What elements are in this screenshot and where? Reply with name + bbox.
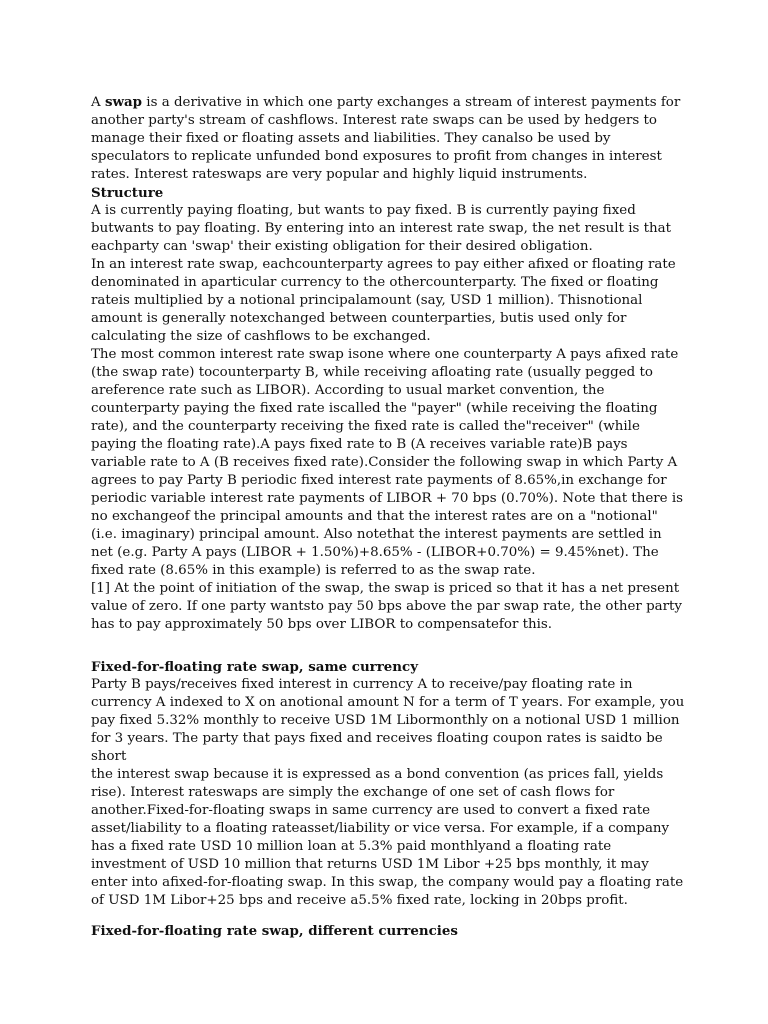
structure-paragraph-4: [1] At the point of initiation of the swap, the swap is priced so that it has a net present value of zero. If one party wantsto pay 50 bps above the par swap rate, the other party has to pay approximately 50 bps over LIBOR to compensatefor this. [91, 581, 682, 632]
section-spacer [91, 910, 685, 922]
structure-paragraph-2: In an interest rate swap, eachcounterparty agrees to pay either afixed or floating rate denominated in aparticular currency to the othercounterparty. The fixed or floating rateis multiplied by a notional principalamount (say, USD 1 million). Thisnotional amount is generally notexchanged between counterparties, butis used only for calculating the size of cashflows to be exchanged. [91, 257, 676, 344]
same-currency-paragraph-3: the interest swap because it is expressed as a bond convention (as prices fall, yields rise). Interest rateswaps are simply the exchange of one set of cash flows for another.Fixed-for-floating swaps in same currency are used to convert a fixed rate asset/liability to a floating rateasset/liability or vice versa. For example, if a company has a fixed rate USD 10 million loan at 5.3% paid monthlyand a floating rate investment of USD 10 million that returns USD 1M Libor +25 bps monthly, it may enter into afixed-for-floating swap. In this swap, the company would pay a floating rate of USD 1M Libor+25 bps and receive a5.5% fixed rate, locking in 20bps profit. [91, 767, 684, 908]
structure-paragraph-1: A is currently paying floating, but wants to pay fixed. B is currently paying fixed butwants to pay floating. By entering into an interest rate swap, the net result is that eachparty can 'swap' their existing obligation for their desired obligation. [91, 203, 671, 254]
same-currency-paragraph-1: Party B pays/receives fixed interest in currency A to receive/pay floating rate in currency A indexed to X on anotional amount N for a term of T years. For example, you pay fixed 5.32% monthly to receive USD 1M Libormonthly on a notional USD 1 million for 3 years. The party that pays fixed and receives floating coupon rates is saidto be [91, 677, 685, 746]
intro-lead: A [91, 95, 105, 110]
document-page [91, 93, 685, 940]
structure-paragraph-3: The most common interest rate swap isone where one counterparty A pays afixed rate (the swap rate) tocounterparty B, while receiving afloating rate (usually pegged to areference rate such as LIBOR). According to usual market convention, the counterparty paying the fixed rate iscalled the "payer" (while receiving the floating rate), and the counterparty receiving the fixed rate is called the"receiver" (while paying the floating rate).A pays fixed rate to B (A receives variable rate)B pays variable rate to A (B receives fixed rate).Consider the following swap in which Party A agrees to pay Party B periodic fixed interest rate payments of 8.65%,in exchange for periodic variable interest rate payments of LIBOR + 70 bps (0.70%). Note that there is no exchangeof the principal amounts and that the interest rates are on a "notional" (i.e. imaginary) principal amount. Also notethat the interest payments are settled in net (e.g. Party A pays (LIBOR + 1.50%)+8.65% - (LIBOR+0.70%) = 9.45%net). The fixed rate (8.65% in this example) is referred to as the swap rate. [91, 347, 684, 578]
intro-text: is a derivative in which one party exchanges a stream of interest payments for another party's stream of cashflows. Interest rate swaps can be used by hedgers to manage their fixed or floating assets and liabilities. They canalso be used by speculators to replicate unfunded bond exposures to profit from changes in interest rates. Interest rateswaps are very popular and highly liquid instruments. [91, 95, 681, 182]
intro-paragraph [91, 93, 685, 184]
same-currency-heading: Fixed-for-floating rate swap, same currency [91, 659, 418, 675]
swap-term: swap [104, 94, 143, 110]
same-currency-paragraph-2: short [91, 749, 127, 764]
different-currencies-heading: Fixed-for-floating rate swap, different currencies [91, 923, 458, 939]
structure-heading: Structure [91, 185, 164, 201]
section-spacer [91, 634, 685, 658]
